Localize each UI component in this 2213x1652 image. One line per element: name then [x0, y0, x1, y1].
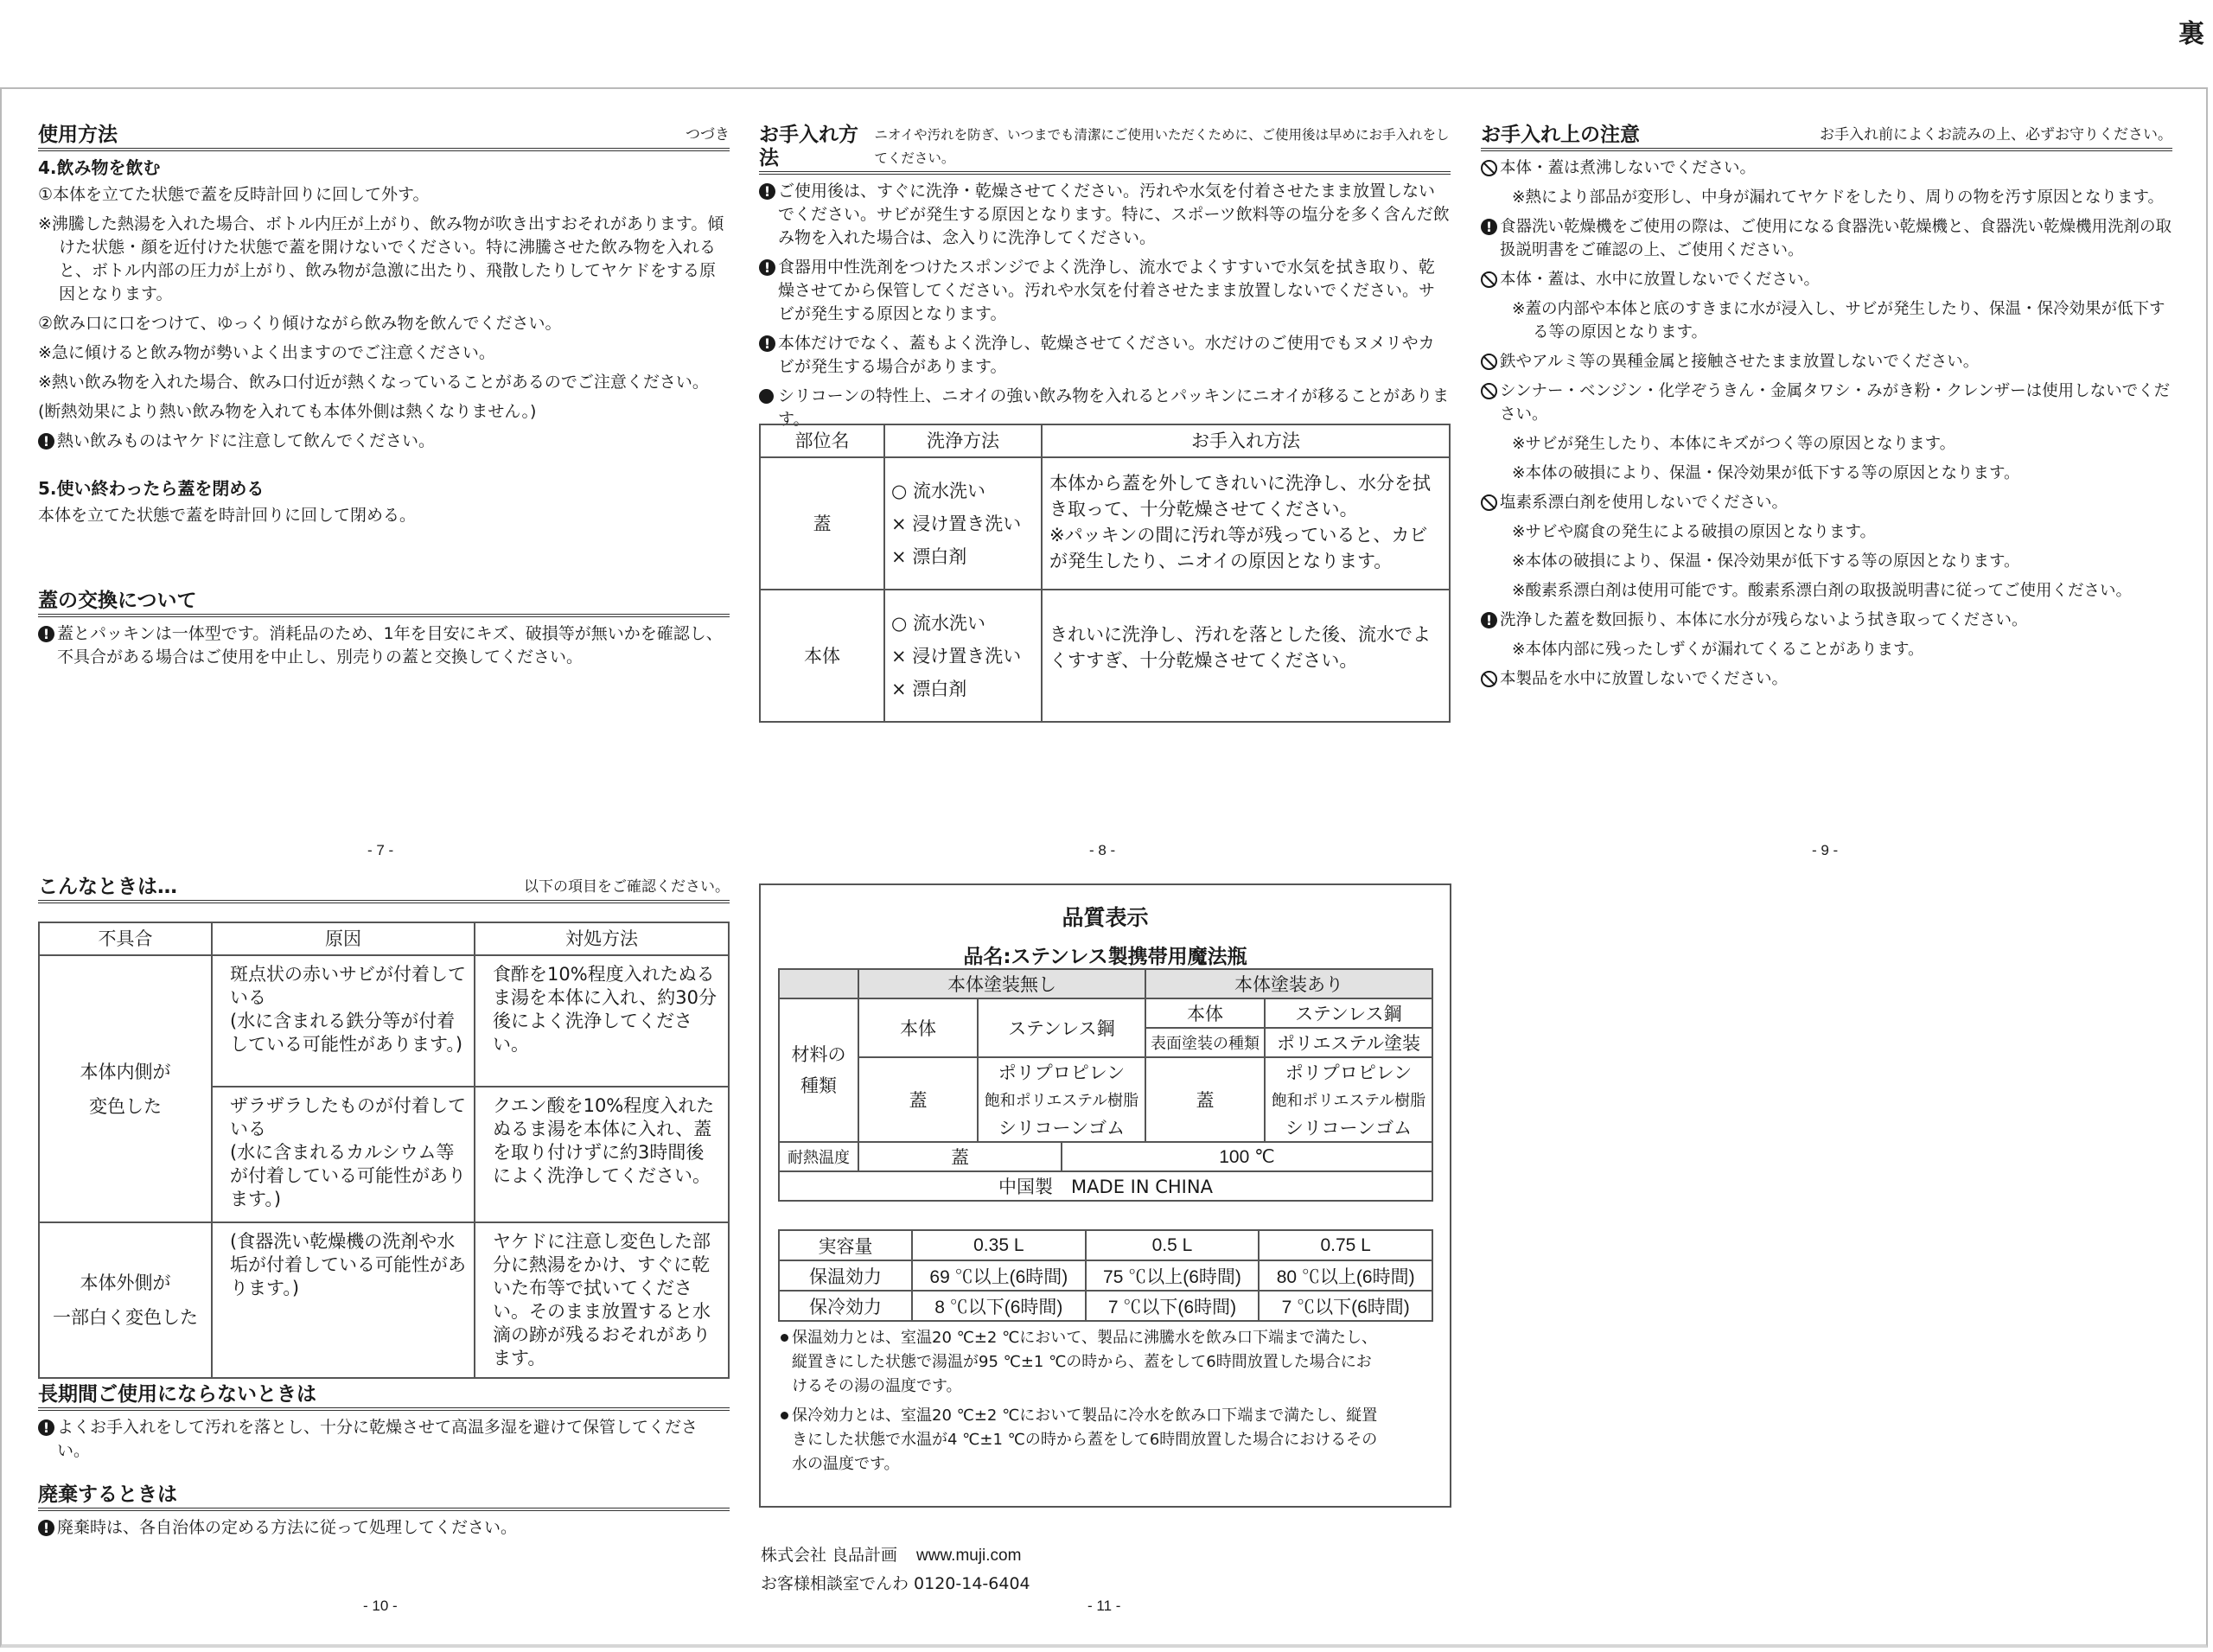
- section-header: [759, 124, 1451, 175]
- page-8-care: [759, 124, 1451, 437]
- lid-list: [38, 622, 730, 669]
- warm-label: 保温効力: [779, 1260, 912, 1291]
- item-text: ※サビが発生したり、本体にキズがつく等の原因となります。: [1512, 435, 1956, 453]
- list-item: [1481, 268, 2172, 291]
- page-number: - 8 -: [1089, 842, 1116, 858]
- bullet-icon: [781, 1334, 788, 1342]
- lid-label: 蓋: [858, 1057, 978, 1142]
- item-text: 塩素系漂白剤を使用しないでください。: [1500, 494, 1789, 512]
- warning-icon: [759, 335, 775, 352]
- care-text: 本体から蓋を外してきれいに洗浄し、水分を拭き取って、十分乾燥させてください。: [1049, 473, 1431, 520]
- symptom-cell: [39, 955, 212, 1222]
- part-cell: 蓋: [760, 457, 884, 590]
- item-text: 本体・蓋は煮沸しないでください。: [1500, 159, 1757, 177]
- item-text: ※本体の破損により、保温・保冷効果が低下する等の原因となります。: [1512, 552, 2020, 571]
- body-label: 本体: [858, 998, 978, 1057]
- item-text: 鉄やアルミ等の異種金属と接触させたまま放置しないでください。: [1500, 353, 1980, 371]
- body-label: 本体: [1145, 998, 1265, 1028]
- list-item: [1481, 491, 2172, 514]
- method-cell: [884, 457, 1042, 590]
- page-number: - 10 -: [363, 1598, 398, 1614]
- header-care: お手入れ方法: [1042, 424, 1450, 457]
- warning-icon: [38, 433, 54, 450]
- method: × 漂白剤: [891, 678, 967, 699]
- back-side-mark: 裏: [2178, 19, 2204, 49]
- material-label-text: 材料の種類: [791, 1044, 846, 1096]
- origin: 中国製 MADE IN CHINA: [779, 1171, 1432, 1201]
- method: × 浸け置き洗い: [891, 645, 1022, 667]
- item-text: 廃棄時は、各自治体の定める方法に従って処理してください。: [57, 1518, 518, 1537]
- table-header-row: [39, 922, 729, 955]
- page-number: - 11 -: [1087, 1598, 1121, 1614]
- list-item: [38, 622, 730, 669]
- item-text: 蓋とパッキンは一体型です。消耗品のため、1年を目安にキズ、破損等が無いかを確認し、不具合がある場合はご使用を中止し、別売りの蓋と交換してください。: [57, 624, 723, 667]
- item-text: ①本体を立てた状態で蓋を反時計回りに回して外す。: [38, 185, 430, 204]
- item-text: 本体・蓋は、水中に放置しないでください。: [1500, 271, 1821, 289]
- quality-label-box: [759, 883, 1451, 1508]
- product-name: 品名:ステンレス製携帯用魔法瓶: [963, 946, 1247, 968]
- method: × 漂白剤: [891, 545, 967, 567]
- note: [778, 1404, 1383, 1477]
- table-row: [39, 955, 729, 1087]
- care-note: ※パッキンの間に汚れ等が残っていると、カビが発生したり、ニオイの原因となります。: [1049, 525, 1428, 571]
- surface-coating-label: 表面塗装の種類: [1145, 1028, 1265, 1057]
- company-name: 株式会社 良品計画: [761, 1546, 898, 1565]
- caution-list: [1481, 156, 2172, 691]
- method: ○ 流水洗い: [891, 480, 985, 501]
- step-5-text: 本体を立てた状態で蓋を時計回りに回して閉める。: [38, 506, 417, 525]
- page-9-care-notes: [1481, 124, 2172, 697]
- fix-cell: 食酢を10%程度入れたぬるま湯を本体に入れ、約30分後によく洗浄してください。: [475, 955, 729, 1087]
- list-item: [38, 1416, 730, 1463]
- care-table: [759, 424, 1451, 723]
- page-10-troubleshoot: [38, 876, 730, 909]
- cause-cell: 斑点状の赤いサビが付着している (水に含まれる鉄分等が付着している可能性があります。): [212, 955, 475, 1087]
- section-title: こんなときは…: [38, 876, 177, 898]
- header-coating: 本体塗装あり: [1145, 969, 1432, 998]
- item-text: ※熱い飲み物を入れた場合、飲み口付近が熱くなっていることがあるのでご注意ください。: [38, 373, 709, 392]
- prohibited-icon: [1481, 494, 1497, 511]
- item-text: ※熱により部品が変形し、中身が漏れてヤケドをしたり、周りの物を汚す原因となります。: [1512, 188, 2165, 207]
- list-item: [38, 371, 730, 394]
- prohibited-icon: [1481, 354, 1497, 370]
- surface-coating: ポリエステル塗装: [1265, 1028, 1432, 1057]
- storage-list: [38, 1416, 730, 1463]
- volume: 0.75 L: [1259, 1230, 1432, 1260]
- warm-value: 69 ℃以上(6時間): [912, 1260, 1086, 1291]
- method: × 浸け置き洗い: [891, 513, 1022, 534]
- volume: 0.35 L: [912, 1230, 1086, 1260]
- note-text: 保冷効力とは、室温20 ℃±2 ℃において製品に冷水を飲み口下端まで満たし、縦置きにした状態で水温が4 ℃±1 ℃の時から蓋をして6時間放置した場合におけるその水の温度です。: [792, 1406, 1378, 1473]
- item-text: シリコーンの特性上、ニオイの強い飲み物を入れるとパッキンにニオイが移ることがあります。: [778, 386, 1450, 429]
- capacity-table: [778, 1229, 1433, 1322]
- capacity-label: 実容量: [779, 1230, 912, 1260]
- cause-cell: ザラザラしたものが付着している (水に含まれるカルシウム等が付着している可能性があります。): [212, 1087, 475, 1222]
- heat-value: 100 ℃: [1062, 1142, 1432, 1171]
- item-text: よくお手入れをして汚れを落とし、十分に乾燥させて高温多湿を避けて保管してください。: [57, 1418, 698, 1460]
- list-item: [1481, 579, 2172, 603]
- warning-icon: [759, 183, 775, 200]
- section-header: [38, 590, 730, 617]
- symptom-line: 変色した: [89, 1095, 162, 1117]
- table-row: [39, 1222, 729, 1378]
- item-text: ②飲み口に口をつけて、ゆっくり傾けながら飲み物を飲んでください。: [38, 314, 562, 333]
- warning-icon: [1481, 612, 1497, 628]
- section-header: [38, 876, 730, 903]
- volume: 0.5 L: [1086, 1230, 1260, 1260]
- item-text: 食器洗い乾燥機をご使用の際は、ご使用になる食器洗い乾燥機と、食器洗い乾燥機用洗剤の取扱説明書をご確認の上、ご使用ください。: [1500, 218, 2172, 259]
- list-item: [1481, 380, 2172, 426]
- step-5-title: 5.使い終わったら蓋を閉める: [38, 478, 265, 499]
- item-text: (断熱効果により熱い飲み物を入れても本体外側は熱くなりません。): [38, 402, 537, 421]
- item-text: 食器用中性洗剤をつけたスポンジでよく洗浄し、流水でよくすすいで水気を拭き取り、乾燥させてから保管してください。汚れや水気を付着させたまま放置しないでください。サビが発生する原因となります。: [778, 258, 1436, 323]
- header-symptom: 不具合: [39, 922, 212, 955]
- header-method: 洗浄方法: [884, 424, 1042, 457]
- list-item: [1481, 550, 2172, 573]
- list-item: [759, 332, 1451, 379]
- page-7-usage: [38, 124, 730, 675]
- table-header-row: [760, 424, 1450, 457]
- item-text: 本製品を水中に放置しないでください。: [1500, 670, 1789, 688]
- item-text: ※酸素系漂白剤は使用可能です。酸素系漂白剤の取扱説明書に従ってご使用ください。: [1512, 582, 2133, 600]
- bullet-icon: [781, 1412, 788, 1419]
- care-text: きれいに洗浄し、汚れを落とした後、流水でよくすすぎ、十分乾燥させてください。: [1049, 624, 1431, 671]
- efficacy-notes: [778, 1326, 1383, 1482]
- list-item: [38, 213, 730, 306]
- prohibited-icon: [1481, 271, 1497, 288]
- list-item: [1481, 638, 2172, 661]
- website-link[interactable]: www.muji.com: [916, 1547, 1022, 1565]
- warm-value: 75 ℃以上(6時間): [1086, 1260, 1260, 1291]
- section-subtitle: 以下の項目をご確認ください。: [524, 878, 730, 896]
- lid-material: シリコーンゴム: [978, 1113, 1145, 1142]
- prohibited-icon: [1481, 671, 1497, 687]
- quality-title: 品質表示: [1062, 905, 1149, 930]
- material-label: [779, 998, 858, 1142]
- warning-icon: [759, 259, 775, 276]
- page-number: - 7 -: [367, 842, 394, 858]
- section-header: [38, 1383, 730, 1411]
- step-4-title: 4.飲み物を飲む: [38, 157, 161, 178]
- blank-cell: [779, 969, 858, 998]
- care-cell: [1042, 590, 1450, 722]
- bullet-icon: [759, 389, 774, 404]
- list-item: [1481, 520, 2172, 544]
- item-text: ご使用後は、すぐに洗浄・乾燥させてください。汚れや水気を付着させたまま放置しないでください。サビが発生する原因となります。特に、スポーツ飲料等の塩分を多く含んだ飲み物を入れた場合は、念入りに洗浄してください。: [778, 182, 1450, 247]
- company-footer: [761, 1541, 1030, 1598]
- list-item: [1481, 186, 2172, 209]
- list-item: [1481, 350, 2172, 373]
- cold-label: 保冷効力: [779, 1291, 912, 1321]
- care-list: [759, 180, 1451, 431]
- item-text: シンナー・ベンジン・化学ぞうきん・金属タワシ・みがき粉・クレンザーは使用しないでください。: [1500, 382, 2171, 424]
- list-item: [38, 400, 730, 424]
- item-text: ※本体の破損により、保温・保冷効果が低下する等の原因となります。: [1512, 464, 2020, 482]
- header-cause: 原因: [212, 922, 475, 955]
- page-number: - 9 -: [1812, 842, 1839, 858]
- header-part: 部位名: [760, 424, 884, 457]
- list-item: [38, 312, 730, 335]
- care-cell: [1042, 457, 1450, 590]
- cold-value: 8 ℃以下(6時間): [912, 1291, 1086, 1321]
- section-header: [1481, 124, 2172, 151]
- method-cell: [884, 590, 1042, 722]
- section-title: 蓋の交換について: [38, 590, 197, 612]
- table-row: [760, 590, 1450, 722]
- section-title: 廃棄するときは: [38, 1483, 177, 1506]
- lid-material: ポリプロピレン: [1265, 1057, 1432, 1086]
- list-item: [1481, 297, 2172, 344]
- list-item: [1481, 462, 2172, 485]
- lid-material: シリコーンゴム: [1265, 1113, 1432, 1142]
- customer-phone: お客様相談室でんわ 0120-14-6404: [761, 1574, 1030, 1593]
- warning-icon: [38, 1520, 54, 1536]
- list-item: [759, 180, 1451, 250]
- lid-material: 飽和ポリエステル樹脂: [1265, 1086, 1432, 1113]
- symptom-line: 一部白く変色した: [53, 1307, 198, 1328]
- heat-label: 耐熱温度: [779, 1142, 858, 1171]
- cold-value: 7 ℃以下(6時間): [1086, 1291, 1260, 1321]
- list-item: [1481, 609, 2172, 632]
- warm-value: 80 ℃以上(6時間): [1259, 1260, 1432, 1291]
- section-title: お手入れ上の注意: [1481, 124, 1640, 146]
- list-item: [1481, 215, 2172, 262]
- section-subtitle: ニオイや汚れを防ぎ、いつまでも清潔にご使用いただくために、ご使用後は早めにお手入れをしてください。: [874, 127, 1450, 166]
- header-fix: 対処方法: [475, 922, 729, 955]
- material-table: [778, 968, 1433, 1202]
- body-material: ステンレス鋼: [1265, 998, 1432, 1028]
- item-text: ※急に傾けると飲み物が勢いよく出ますのでご注意ください。: [38, 343, 495, 362]
- trouble-table: [38, 922, 730, 1379]
- note-text: 保温効力とは、室温20 ℃±2 ℃において、製品に沸騰水を飲み口下端まで満たし、縦置きにした状態で湯温が95 ℃±1 ℃の時から、蓋をして6時間放置した場合におけるその湯の温度です。: [792, 1329, 1377, 1395]
- body-material: ステンレス鋼: [978, 998, 1145, 1057]
- section-header: [38, 1483, 730, 1511]
- list-item: [38, 1516, 730, 1540]
- section-title: 長期間ご使用にならないときは: [38, 1383, 316, 1406]
- item-text: ※サビや腐食の発生による破損の原因となります。: [1512, 523, 1877, 541]
- list-item: [759, 256, 1451, 326]
- warning-icon: [38, 1419, 54, 1436]
- lid-material: ポリプロピレン: [978, 1057, 1145, 1086]
- prohibited-icon: [1481, 160, 1497, 176]
- list-item: [1481, 432, 2172, 456]
- item-text: ※本体内部に残ったしずくが漏れてくることがあります。: [1512, 641, 1924, 659]
- section-subtitle: お手入れ前によくお読みの上、必ずお守りください。: [1820, 126, 2172, 144]
- warning-icon: [38, 626, 54, 642]
- item-text: 本体だけでなく、蓋もよく洗浄し、乾燥させてください。水だけのご使用でもヌメリやカビが発生する場合があります。: [778, 334, 1435, 376]
- symptom-cell: [39, 1222, 212, 1378]
- table-row: [760, 457, 1450, 590]
- page-10-storage: [38, 1383, 730, 1546]
- section-subtitle: つづき: [686, 126, 730, 144]
- lid-material: 飽和ポリエステル樹脂: [978, 1086, 1145, 1113]
- note: [778, 1326, 1383, 1399]
- item-text: ※沸騰した熱湯を入れた場合、ボトル内圧が上がり、飲み物が吹き出すおそれがあります。傾けた状態・顔を近付けた状態で蓋を開けないでください。特に沸騰させた飲み物を入れると、ボトル内部の圧力が上がり、飲み物が急激に出たり、飛散したりしてヤケドをする原因となります。: [38, 214, 724, 303]
- lid-label: 蓋: [1145, 1057, 1265, 1142]
- cold-value: 7 ℃以下(6時間): [1259, 1291, 1432, 1321]
- section-title: 使用方法: [38, 124, 118, 146]
- list-item: [38, 341, 730, 365]
- list-item: [38, 430, 730, 453]
- section-title: お手入れ方法: [759, 124, 858, 169]
- item-text: 洗浄した蓋を数回振り、本体に水分が残らないよう拭き取ってください。: [1500, 611, 2028, 629]
- item-text: 熱い飲みものはヤケドに注意して飲んでください。: [57, 431, 436, 450]
- list-item: [1481, 156, 2172, 180]
- fix-cell: ヤケドに注意し変色した部分に熱湯をかけ、すぐに乾いた布等で拭いてください。そのまま放置すると水滴の跡が残るおそれがあります。: [475, 1222, 729, 1378]
- part-cell: 本体: [760, 590, 884, 722]
- list-item: [1481, 667, 2172, 691]
- warning-icon: [1481, 219, 1497, 235]
- heat-part: 蓋: [858, 1142, 1062, 1171]
- list-item: [38, 183, 730, 207]
- symptom-line: 本体外側が: [80, 1272, 171, 1293]
- disposal-list: [38, 1516, 730, 1540]
- item-text: ※蓋の内部や本体と底のすきまに水が浸入し、サビが発生したり、保温・保冷効果が低下する等の原因となります。: [1512, 300, 2165, 341]
- cause-cell: (食器洗い乾燥機の洗剤や水垢が付着している可能性があります。): [212, 1222, 475, 1378]
- section-header: [38, 124, 730, 151]
- method: ○ 流水洗い: [891, 612, 985, 634]
- header-no-coating: 本体塗装無し: [858, 969, 1145, 998]
- symptom-line: 本体内側が: [80, 1061, 171, 1082]
- prohibited-icon: [1481, 383, 1497, 399]
- fix-cell: クエン酸を10%程度入れたぬるま湯を本体に入れ、蓋を取り付けずに約3時間後によく洗浄してください。: [475, 1087, 729, 1222]
- step-4-list: [38, 183, 730, 453]
